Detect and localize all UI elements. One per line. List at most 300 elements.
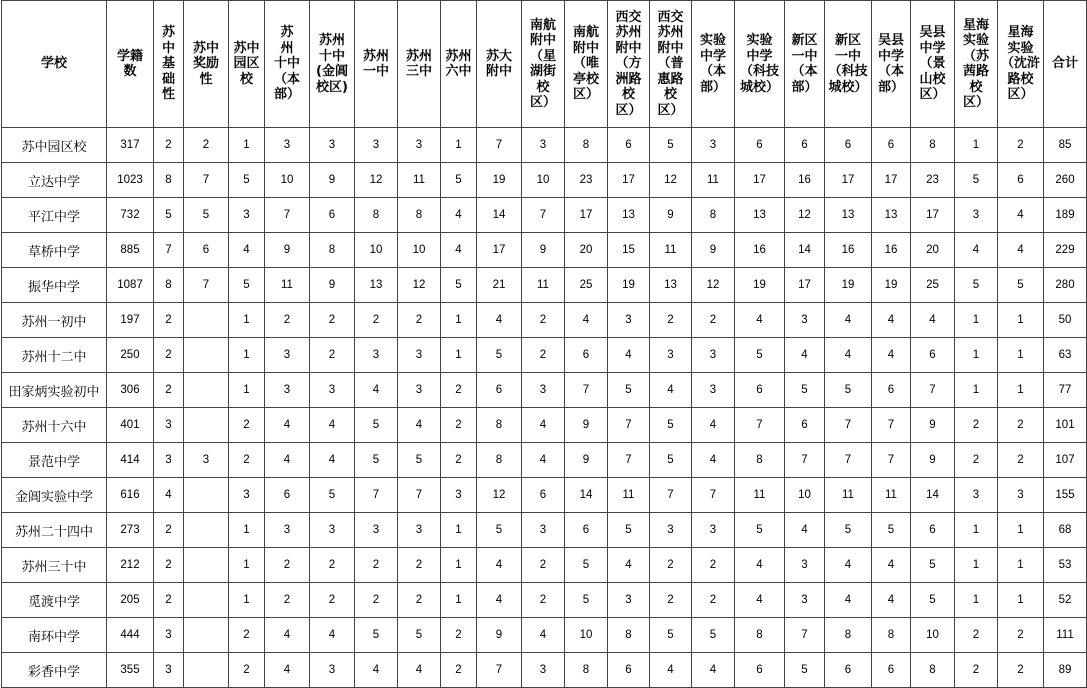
quota-cell: 3 xyxy=(785,548,825,583)
column-header-line: 校 xyxy=(969,79,983,95)
quota-cell: 19 xyxy=(608,268,650,303)
column-header-line: 中学 xyxy=(699,48,726,64)
quota-cell: 4 xyxy=(955,233,998,268)
quota-cell: 3 xyxy=(692,338,735,373)
quota-cell: 4 xyxy=(872,338,911,373)
quota-cell: 4 xyxy=(522,443,565,478)
quota-cell xyxy=(184,513,229,548)
quota-cell: 4 xyxy=(998,233,1044,268)
column-header-line: 一中 xyxy=(791,48,818,64)
quota-cell: 6 xyxy=(911,513,955,548)
quota-cell: 2 xyxy=(998,128,1044,163)
quota-cell: 5 xyxy=(355,618,398,653)
school-name-cell: 景范中学 xyxy=(2,443,107,478)
quota-cell: 4 xyxy=(911,303,955,338)
quota-cell: 3 xyxy=(398,338,441,373)
quota-cell: 5 xyxy=(650,443,692,478)
quota-cell: 17 xyxy=(785,268,825,303)
column-header-line: 附中 xyxy=(529,33,556,48)
quota-cell: 6 xyxy=(785,128,825,163)
table-row xyxy=(2,478,1087,513)
quota-cell: 3 xyxy=(522,128,565,163)
column-header-line: 苏州 xyxy=(362,48,389,64)
quota-cell: 7 xyxy=(825,408,872,443)
quota-cell: 3 xyxy=(785,303,825,338)
quota-cell: 7 xyxy=(565,373,608,408)
quota-cell: 4 xyxy=(650,373,692,408)
column-header-line: 苏州 xyxy=(318,33,345,48)
enrollment-count-cell: 317 xyxy=(107,128,154,163)
quota-cell: 5 xyxy=(310,478,355,513)
quota-cell: 4 xyxy=(398,408,441,443)
column-header-line: 实验 xyxy=(746,33,773,48)
quota-cell: 4 xyxy=(608,338,650,373)
quota-cell: 5 xyxy=(872,513,911,548)
quota-cell: 23 xyxy=(565,163,608,198)
total-cell: 63 xyxy=(1044,338,1087,373)
quota-cell: 6 xyxy=(265,478,310,513)
quota-cell: 3 xyxy=(608,303,650,338)
quota-cell: 4 xyxy=(692,653,735,688)
column-header-school xyxy=(2,1,107,128)
quota-cell: 12 xyxy=(650,163,692,198)
quota-cell: 2 xyxy=(441,408,477,443)
column-header-line: 附中 xyxy=(485,64,512,79)
column-header-line: （科技 xyxy=(739,64,779,79)
column-header-line: （景 xyxy=(919,56,946,72)
quota-cell: 3 xyxy=(310,653,355,688)
quota-cell: 2 xyxy=(355,303,398,338)
quota-cell: 2 xyxy=(692,548,735,583)
quota-cell: 5 xyxy=(229,268,265,303)
quota-cell: 11 xyxy=(872,478,911,513)
quota-cell: 7 xyxy=(184,268,229,303)
quota-cell: 4 xyxy=(355,373,398,408)
quota-cell: 4 xyxy=(310,408,355,443)
column-header-line: 础 xyxy=(161,71,175,87)
quota-cell: 13 xyxy=(872,198,911,233)
quota-cell: 4 xyxy=(825,548,872,583)
quota-cell: 6 xyxy=(872,653,911,688)
column-header xyxy=(735,1,785,128)
quota-cell: 5 xyxy=(955,163,998,198)
quota-cell xyxy=(184,583,229,618)
quota-cell: 25 xyxy=(911,268,955,303)
quota-cell: 4 xyxy=(692,443,735,478)
quota-cell: 3 xyxy=(398,373,441,408)
column-header-line: 一中 xyxy=(362,64,389,79)
column-header-line: （唯 xyxy=(572,56,599,72)
quota-cell: 5 xyxy=(608,373,650,408)
quota-cell: 7 xyxy=(265,198,310,233)
column-header-line: 苏州 xyxy=(405,48,432,64)
column-header xyxy=(355,1,398,128)
school-name-cell: 苏州二十四中 xyxy=(2,513,107,548)
column-header-line: 实验 xyxy=(699,33,726,48)
school-name-cell: 平江中学 xyxy=(2,198,107,233)
quota-cell: 3 xyxy=(692,373,735,408)
quota-cell: 11 xyxy=(608,478,650,513)
quota-cell: 2 xyxy=(650,303,692,338)
quota-cell: 13 xyxy=(735,198,785,233)
total-cell: 260 xyxy=(1044,163,1087,198)
quota-cell: 10 xyxy=(565,618,608,653)
column-header-line: 十中 xyxy=(273,56,300,72)
quota-cell: 5 xyxy=(398,443,441,478)
quota-cell: 5 xyxy=(825,373,872,408)
quota-cell: 2 xyxy=(154,513,184,548)
quota-cell: 4 xyxy=(477,583,522,618)
column-header xyxy=(154,1,184,128)
column-header-line: 实验 xyxy=(962,33,989,48)
table-row xyxy=(2,443,1087,478)
column-header-line: 吴县 xyxy=(919,25,946,41)
quota-cell: 7 xyxy=(911,373,955,408)
column-header-line: 十中 xyxy=(318,48,345,64)
column-header-line: 附中 xyxy=(572,40,599,56)
column-header-line: 区） xyxy=(1007,87,1034,103)
total-cell: 101 xyxy=(1044,408,1087,443)
quota-cell: 5 xyxy=(650,408,692,443)
quota-cell: 6 xyxy=(785,408,825,443)
column-header-line: 合计 xyxy=(1051,56,1078,72)
quota-cell: 2 xyxy=(650,583,692,618)
quota-cell: 5 xyxy=(154,198,184,233)
column-header-line: 性 xyxy=(161,87,175,103)
school-name-cell: 彩香中学 xyxy=(2,653,107,688)
quota-cell: 4 xyxy=(355,653,398,688)
quota-cell: 20 xyxy=(911,233,955,268)
quota-cell xyxy=(184,548,229,583)
quota-cell: 5 xyxy=(477,338,522,373)
column-header xyxy=(825,1,872,128)
quota-cell: 14 xyxy=(785,233,825,268)
column-header-line: 苏大 xyxy=(485,48,512,64)
table-row xyxy=(2,303,1087,338)
quota-cell: 9 xyxy=(310,163,355,198)
total-cell: 85 xyxy=(1044,128,1087,163)
quota-cell: 16 xyxy=(735,233,785,268)
quota-cell: 7 xyxy=(608,408,650,443)
quota-cell: 2 xyxy=(154,548,184,583)
column-header-line: （本 xyxy=(699,64,726,79)
column-header-line: （本 xyxy=(791,64,818,79)
quota-cell: 3 xyxy=(229,198,265,233)
quota-cell: 3 xyxy=(692,513,735,548)
column-header-line: 六中 xyxy=(445,64,472,79)
column-header-line: 苏州 xyxy=(657,25,684,41)
quota-cell: 6 xyxy=(184,233,229,268)
quota-cell: 5 xyxy=(565,583,608,618)
quota-cell: 3 xyxy=(184,443,229,478)
quota-cell: 1 xyxy=(998,513,1044,548)
quota-cell: 2 xyxy=(154,303,184,338)
column-header xyxy=(785,1,825,128)
quota-cell: 2 xyxy=(522,548,565,583)
quota-cell: 4 xyxy=(154,478,184,513)
quota-cell: 1 xyxy=(955,338,998,373)
quota-cell xyxy=(184,338,229,373)
column-header-line: 一中 xyxy=(834,48,861,64)
quota-cell: 3 xyxy=(955,198,998,233)
quota-cell: 7 xyxy=(477,653,522,688)
column-header-line: 校 xyxy=(536,79,550,95)
column-header xyxy=(229,1,265,128)
quota-cell: 5 xyxy=(785,373,825,408)
quota-cell: 4 xyxy=(265,443,310,478)
quota-cell: 3 xyxy=(310,373,355,408)
quota-cell: 2 xyxy=(692,303,735,338)
quota-cell: 2 xyxy=(154,373,184,408)
column-header-line: 中学 xyxy=(746,48,773,64)
quota-cell: 12 xyxy=(692,268,735,303)
quota-cell: 1 xyxy=(441,548,477,583)
quota-cell: 4 xyxy=(872,303,911,338)
quota-cell: 8 xyxy=(477,408,522,443)
column-header-line: 洲路 xyxy=(615,71,642,87)
quota-cell: 4 xyxy=(825,338,872,373)
quota-cell: 3 xyxy=(441,478,477,513)
quota-cell: 6 xyxy=(565,513,608,548)
quota-cell: 11 xyxy=(398,163,441,198)
column-header xyxy=(692,1,735,128)
quota-cell: 4 xyxy=(785,338,825,373)
column-header-line: 苏中 xyxy=(192,40,219,56)
quota-cell: 17 xyxy=(911,198,955,233)
quota-cell: 15 xyxy=(608,233,650,268)
quota-cell: 3 xyxy=(310,128,355,163)
column-header-line: 中学 xyxy=(919,40,946,56)
quota-cell: 8 xyxy=(355,198,398,233)
column-header-line: 区） xyxy=(572,87,599,103)
quota-cell: 1 xyxy=(955,373,998,408)
enrollment-count-cell: 401 xyxy=(107,408,154,443)
quota-cell: 5 xyxy=(785,653,825,688)
quota-cell: 3 xyxy=(355,513,398,548)
table-row xyxy=(2,408,1087,443)
quota-cell: 14 xyxy=(477,198,522,233)
column-header xyxy=(441,1,477,128)
quota-cell: 7 xyxy=(650,478,692,513)
column-header-line: 西交 xyxy=(615,9,642,25)
quota-cell: 16 xyxy=(872,233,911,268)
quota-cell: 4 xyxy=(477,548,522,583)
quota-cell: 1 xyxy=(998,548,1044,583)
quota-cell: 2 xyxy=(154,583,184,618)
quota-cell: 2 xyxy=(398,303,441,338)
quota-cell: 4 xyxy=(825,303,872,338)
column-header-line: 校 xyxy=(621,87,635,103)
enrollment-count-cell: 212 xyxy=(107,548,154,583)
quota-cell: 17 xyxy=(565,198,608,233)
quota-cell: 8 xyxy=(911,128,955,163)
column-header-line: 州 xyxy=(280,40,294,56)
column-header-line: 新区 xyxy=(791,33,818,48)
quota-cell: 2 xyxy=(522,583,565,618)
enrollment-count-cell: 1023 xyxy=(107,163,154,198)
quota-cell: 7 xyxy=(398,478,441,513)
quota-cell xyxy=(184,478,229,513)
quota-cell: 3 xyxy=(265,338,310,373)
quota-cell: 3 xyxy=(154,408,184,443)
total-cell: 68 xyxy=(1044,513,1087,548)
quota-cell: 7 xyxy=(522,198,565,233)
column-header xyxy=(398,1,441,128)
quota-cell: 2 xyxy=(441,443,477,478)
quota-cell: 2 xyxy=(955,653,998,688)
quota-cell: 7 xyxy=(184,163,229,198)
column-header-line: 学籍 xyxy=(116,48,143,64)
quota-cell: 4 xyxy=(441,233,477,268)
column-header-line: 苏 xyxy=(161,25,175,41)
column-header xyxy=(265,1,310,128)
quota-cell: 3 xyxy=(265,373,310,408)
quota-cell: 3 xyxy=(650,338,692,373)
column-header-line: 星海 xyxy=(1007,25,1034,41)
quota-cell: 2 xyxy=(310,548,355,583)
table-row xyxy=(2,163,1087,198)
column-header-line: 部） xyxy=(699,79,726,95)
quota-cell: 2 xyxy=(398,583,441,618)
quota-cell: 2 xyxy=(998,653,1044,688)
quota-cell: 4 xyxy=(265,653,310,688)
column-header-line: 校 xyxy=(663,87,677,103)
quota-cell: 8 xyxy=(872,618,911,653)
quota-cell: 13 xyxy=(355,268,398,303)
quota-cell: 2 xyxy=(229,653,265,688)
quota-cell: 9 xyxy=(522,233,565,268)
quota-cell: 1 xyxy=(229,583,265,618)
quota-cell: 1 xyxy=(229,513,265,548)
quota-cell: 5 xyxy=(650,618,692,653)
quota-cell: 3 xyxy=(154,618,184,653)
quota-cell: 7 xyxy=(735,408,785,443)
column-header-line: （科技 xyxy=(828,64,868,79)
quota-cell: 3 xyxy=(154,653,184,688)
quota-cell: 19 xyxy=(735,268,785,303)
school-name-cell: 振华中学 xyxy=(2,268,107,303)
quota-cell xyxy=(184,653,229,688)
quota-cell: 2 xyxy=(441,373,477,408)
total-cell: 52 xyxy=(1044,583,1087,618)
quota-cell: 4 xyxy=(310,443,355,478)
quota-cell: 6 xyxy=(608,128,650,163)
quota-cell: 4 xyxy=(265,618,310,653)
school-name-cell: 苏州十二中 xyxy=(2,338,107,373)
column-header-line: 茜路 xyxy=(962,64,989,79)
quota-cell: 4 xyxy=(785,513,825,548)
quota-cell: 2 xyxy=(229,618,265,653)
enrollment-count-cell: 205 xyxy=(107,583,154,618)
quota-cell: 10 xyxy=(522,163,565,198)
quota-cell: 5 xyxy=(911,583,955,618)
quota-cell: 6 xyxy=(608,653,650,688)
enrollment-count-cell: 414 xyxy=(107,443,154,478)
column-header xyxy=(608,1,650,128)
quota-cell: 7 xyxy=(872,443,911,478)
quota-cell: 10 xyxy=(398,233,441,268)
enrollment-count-cell: 306 xyxy=(107,373,154,408)
total-cell: 107 xyxy=(1044,443,1087,478)
quota-cell: 6 xyxy=(565,338,608,373)
quota-cell: 7 xyxy=(785,443,825,478)
quota-cell: 14 xyxy=(565,478,608,513)
quota-cell: 8 xyxy=(825,618,872,653)
column-header xyxy=(522,1,565,128)
quota-cell: 4 xyxy=(522,408,565,443)
quota-cell: 3 xyxy=(522,653,565,688)
school-name-cell: 南环中学 xyxy=(2,618,107,653)
quota-cell: 4 xyxy=(310,618,355,653)
column-header-line: 山校 xyxy=(919,71,946,87)
quota-cell: 13 xyxy=(825,198,872,233)
total-cell: 77 xyxy=(1044,373,1087,408)
quota-cell: 8 xyxy=(608,618,650,653)
column-header xyxy=(184,1,229,128)
column-header-line: 部） xyxy=(273,87,300,103)
quota-cell: 4 xyxy=(265,408,310,443)
quota-cell: 10 xyxy=(911,618,955,653)
column-header-line: 中 xyxy=(161,40,175,56)
quota-cell: 2 xyxy=(154,338,184,373)
enrollment-count-cell: 273 xyxy=(107,513,154,548)
table-row xyxy=(2,128,1087,163)
quota-cell: 2 xyxy=(310,583,355,618)
table-row xyxy=(2,268,1087,303)
quota-cell: 3 xyxy=(265,128,310,163)
quota-cell: 3 xyxy=(650,513,692,548)
quota-cell: 5 xyxy=(398,618,441,653)
quota-cell: 11 xyxy=(650,233,692,268)
quota-cell: 2 xyxy=(265,548,310,583)
table-row xyxy=(2,548,1087,583)
quota-cell: 4 xyxy=(565,303,608,338)
quota-cell: 3 xyxy=(355,128,398,163)
quota-cell: 6 xyxy=(825,653,872,688)
column-header xyxy=(477,1,522,128)
quota-cell: 2 xyxy=(441,618,477,653)
quota-cell: 6 xyxy=(825,128,872,163)
table-row xyxy=(2,338,1087,373)
column-header-line: 数 xyxy=(123,64,137,79)
quota-cell: 2 xyxy=(355,548,398,583)
table-row xyxy=(2,373,1087,408)
column-header-line: 区） xyxy=(657,102,684,118)
quota-cell: 4 xyxy=(398,653,441,688)
quota-cell: 9 xyxy=(911,408,955,443)
quota-cell: 10 xyxy=(355,233,398,268)
quota-cell: 3 xyxy=(608,583,650,618)
quota-cell: 7 xyxy=(785,618,825,653)
quota-cell: 6 xyxy=(735,373,785,408)
total-cell: 229 xyxy=(1044,233,1087,268)
quota-cell: 9 xyxy=(692,233,735,268)
quota-cell: 11 xyxy=(825,478,872,513)
quota-cell: 4 xyxy=(735,303,785,338)
quota-cell: 16 xyxy=(785,163,825,198)
quota-cell: 6 xyxy=(872,128,911,163)
quota-cell: 7 xyxy=(608,443,650,478)
column-header-line: 附中 xyxy=(657,40,684,56)
quota-cell: 8 xyxy=(154,268,184,303)
column-header-line: 奖励 xyxy=(192,56,219,72)
quota-cell: 5 xyxy=(735,513,785,548)
quota-cell: 3 xyxy=(522,373,565,408)
table-header xyxy=(2,1,1087,128)
quota-cell: 6 xyxy=(310,198,355,233)
table-row xyxy=(2,233,1087,268)
column-header xyxy=(911,1,955,128)
